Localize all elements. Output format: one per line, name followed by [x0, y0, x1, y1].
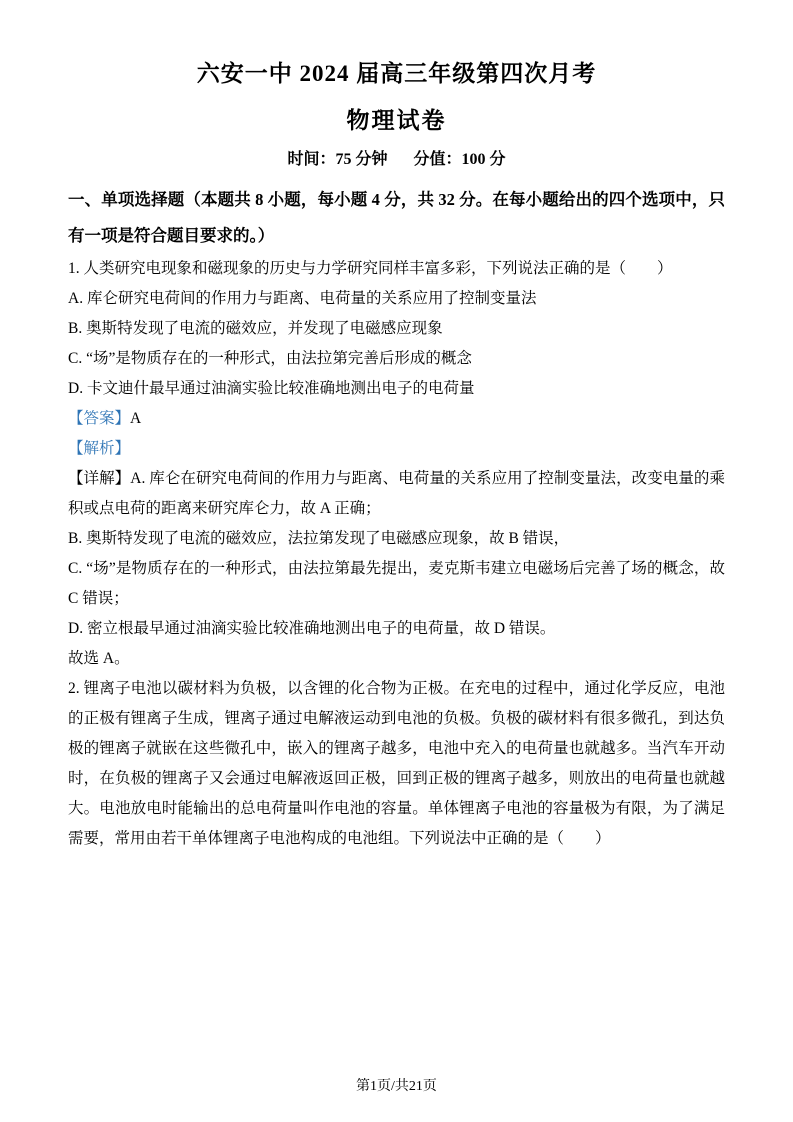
exam-score: 分值：100 分: [413, 151, 506, 168]
q1-analysis-line: [68, 434, 725, 464]
q1-option-a: A. 库仑研究电荷间的作用力与距离、电荷量的关系应用了控制变量法: [68, 290, 537, 307]
q1-option-d: D. 卡文迪什最早通过油滴实验比较准确地测出电子的电荷量: [68, 380, 475, 397]
q1-stem: 1. 人类研究电现象和磁现象的历史与力学研究同样丰富多彩，下列说法正确的是（ ）: [68, 260, 673, 277]
analysis-label: 【解析】: [68, 440, 131, 457]
q1-option-c: C. “场”是物质存在的一种形式，由法拉第完善后形成的概念: [68, 350, 472, 367]
exam-meta: [68, 149, 725, 171]
answer-value: A: [130, 410, 142, 427]
page-number: 第1页/共21页: [356, 1079, 437, 1094]
q2-stem: 2. 锂离子电池以碳材料为负极，以含锂的化合物为正极。在充电的过程中，通过化学反应，电池的正极有锂离子生成，锂离子通过电解液运动到电池的负极。负极的碳材料有很多微孔，到达负极的锂离子就嵌在这些微孔中，嵌入的锂离子越多，电池中充入的电荷量也就越多。当汽车开动时，在负极的锂离子又会通过电解液返回正极，回到正极的锂离子越多，则放出的电荷量也就越大。电池放电时能输出的总电荷量叫作电池的容量。单体锂离子电池的容量极为有限，为了满足需要，常用由若干单体锂离子电池构成的电池组。下列说法中正确的是（ ）: [68, 680, 725, 847]
q1-detail-paragraph-a: [68, 464, 725, 524]
q1-detail-paragraph-d: D. 密立根最早通过油滴实验比较准确地测出电子的电荷量，故 D 错误。: [68, 620, 556, 637]
exam-title: 六安一中 2024 届高三年级第四次月考: [196, 61, 597, 86]
q1-answer-line: [68, 404, 725, 434]
detail-text-a: A. 库仑在研究电荷间的作用力与距离、电荷量的关系应用了控制变量法，改变电量的乘积或点电荷的距离来研究库仑力，故 A 正确；: [68, 470, 725, 517]
q1-detail-paragraph-c: C. “场”是物质存在的一种形式，由法拉第最先提出，麦克斯韦建立电磁场后完善了场的概念，故 C 错误；: [68, 560, 725, 607]
q1-detail-conclusion: 故选 A。: [68, 650, 130, 667]
q1-option-b: B. 奥斯特发现了电流的磁效应，并发现了电磁感应现象: [68, 320, 443, 337]
section-heading: 一、单项选择题（本题共 8 小题，每小题 4 分，共 32 分。在每小题给出的四个选项中，只有一项是符合题目要求的。）: [68, 190, 725, 245]
paper-title: 物理试卷: [346, 108, 447, 133]
answer-label: 【答案】: [68, 410, 131, 427]
q1-detail-paragraph-b: B. 奥斯特发现了电流的磁效应，法拉第发现了电磁感应现象，故 B 错误，: [68, 530, 570, 547]
detail-label: 【详解】: [68, 470, 131, 487]
exam-time: 时间：75 分钟: [287, 151, 388, 168]
